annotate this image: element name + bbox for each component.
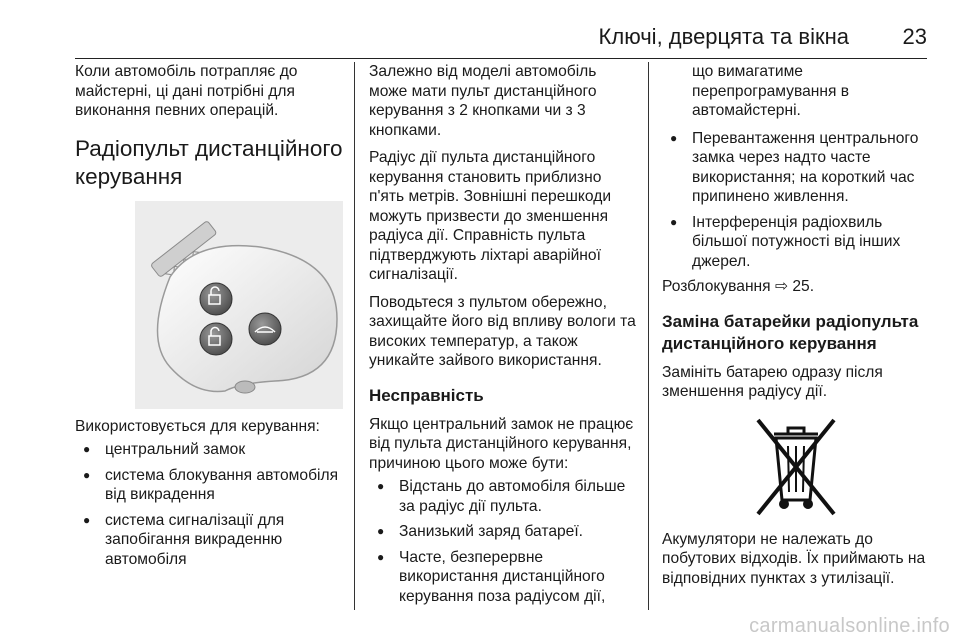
watermark: carmanualsonline.info [749,615,950,637]
page-title: Ключі, дверцята та вікна [598,24,849,49]
usage-list [75,440,343,569]
key-fob-illustration [75,199,343,409]
cause-list [369,477,637,606]
section-heading-remote: Радіопульт дистанційного керування [75,135,343,189]
column-divider-2 [648,62,649,610]
column-3 [662,62,930,588]
list-item: ● Перевантаження центрального замка через надто часте використання; на короткий час припинено живлення. [662,129,930,207]
column-1 [75,62,343,575]
list-item: ● Занизький заряд батареї. [369,522,637,542]
list-item: ● Відстань до автомобіля більше за радіус дії пульта. [369,477,637,516]
list-item: ● система сигналізації для запобігання викраденню автомобіля [75,511,343,570]
list-item: ● Часте, безперервне використання дистанційного керування поза радіусом дії, [369,548,637,607]
paragraph: Замініть батарею одразу після зменшення радіусу дії. [662,363,883,400]
list-item: ● система блокування автомобіля від викрадення [75,466,343,505]
page-header [75,22,927,59]
paragraph: Поводьтеся з пультом обережно, захищайте його від впливу вологи та високих температур, а також уникайте зайвого використання. [369,293,636,369]
list-item: ● Інтерференція радіохвиль більшої потужності від інших джерел. [662,213,930,272]
column-divider-1 [354,62,355,610]
intro-paragraph: Коли автомобіль потрапляє до майстерні, ці дані потрібні для виконання певних операцій. [75,63,298,119]
list-item-continued: що вимагатиме перепрограмування в автомайстерні. [692,63,850,119]
unlock-reference[interactable] [662,277,930,297]
paragraph: Якщо центральний замок не працює від пульта дистанційного керування, причиною цього може бути: [369,415,634,472]
section-heading-battery: Заміна батарейки радіопульта дистанційного керування [662,311,919,353]
section-heading-malfunction: Несправність [369,385,484,405]
reference-page[interactable]: 25. [792,278,815,295]
reference-text: Розблокування [662,278,771,295]
reference-arrow-icon: ⇨ [774,278,789,295]
trunk-button-icon [249,313,281,345]
list-item: ● центральний замок [75,440,343,460]
cause-list-continued [662,129,930,272]
paragraph: Радіус дії пульта дистанційного керування становить приблизно п'ять метрів. Зовнішні перешкоди можуть призвести до зменшення радіуса дії. Справність пульта підтверджують ліхтарі аварійної сигналізації. [369,149,612,283]
paragraph: Акумулятори не належать до побутових відходів. Їх приймають на відповідних пунктах з утилізації. [662,530,926,587]
paragraph: Залежно від моделі автомобіль може мати пульт дистанційного керування з 2 кнопками чи з 3 кнопками. [369,63,597,139]
column-2 [369,62,637,612]
page-number: 23 [902,24,927,49]
crossed-out-bin-icon [736,412,856,522]
usage-intro: Використовується для керування: [75,417,320,435]
